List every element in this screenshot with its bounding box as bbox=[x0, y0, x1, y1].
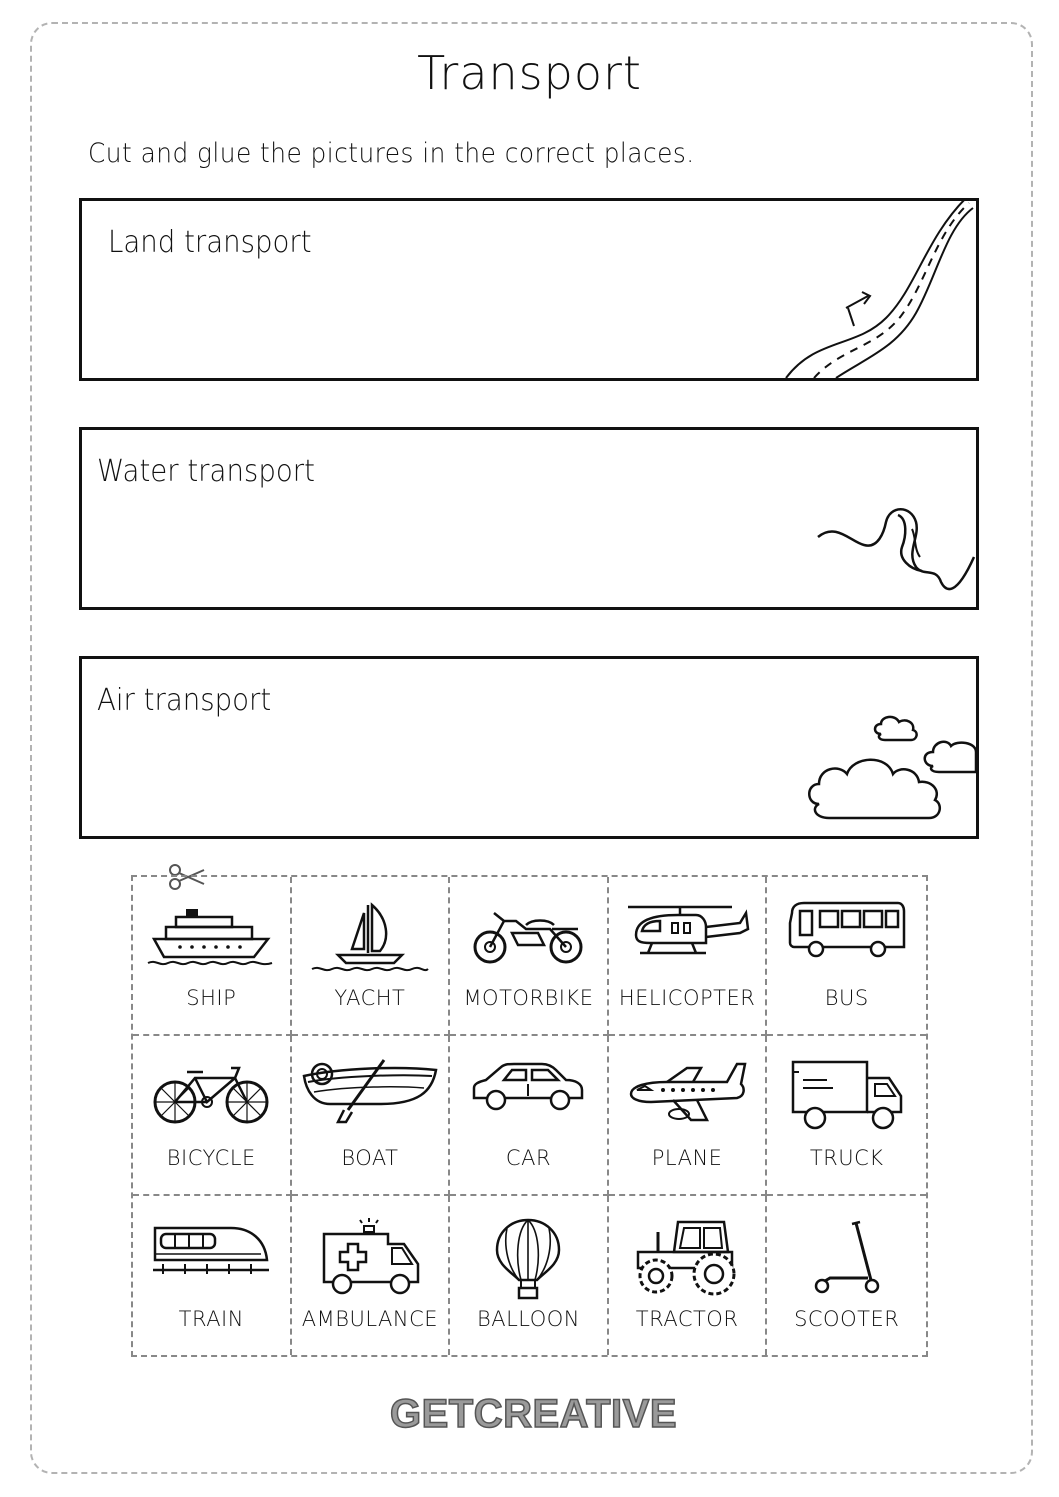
instruction-text: Cut and glue the pictures in the correct places. bbox=[88, 138, 695, 169]
page-title: Transport bbox=[417, 46, 642, 100]
card-label: MOTORBIKE bbox=[463, 986, 594, 1011]
card-label: SHIP bbox=[186, 986, 237, 1011]
tractor-icon bbox=[632, 1218, 742, 1296]
bicycle-icon bbox=[151, 1058, 271, 1128]
card-boat[interactable] bbox=[292, 1036, 451, 1195]
card-motorbike[interactable] bbox=[450, 877, 609, 1036]
card-label: BUS bbox=[824, 986, 869, 1011]
card-label: BOAT bbox=[341, 1145, 399, 1170]
land-transport-box[interactable] bbox=[79, 198, 979, 381]
scooter-icon bbox=[810, 1218, 884, 1298]
motorbike-icon bbox=[468, 899, 588, 969]
card-label: YACHT bbox=[334, 986, 406, 1011]
getcreative-logo: GETCREATIVE bbox=[390, 1392, 678, 1436]
card-label: HELICOPTER bbox=[618, 986, 756, 1011]
card-label: TRACTOR bbox=[635, 1306, 739, 1331]
card-ambulance[interactable] bbox=[292, 1196, 451, 1355]
card-ship[interactable] bbox=[133, 877, 292, 1036]
card-balloon[interactable] bbox=[450, 1196, 609, 1355]
ship-icon bbox=[146, 899, 276, 969]
card-train[interactable] bbox=[133, 1196, 292, 1355]
train-icon bbox=[151, 1218, 271, 1284]
clouds-icon bbox=[801, 686, 976, 836]
card-car[interactable] bbox=[450, 1036, 609, 1195]
card-yacht[interactable] bbox=[292, 877, 451, 1036]
wave-icon bbox=[806, 497, 976, 607]
card-tractor[interactable] bbox=[609, 1196, 768, 1355]
category-label: Air transport bbox=[97, 683, 272, 718]
category-label: Water transport bbox=[97, 454, 315, 489]
bus-icon bbox=[786, 899, 908, 965]
card-label: SCOOTER bbox=[794, 1306, 900, 1331]
category-label: Land transport bbox=[108, 225, 312, 260]
yacht-icon bbox=[310, 899, 430, 973]
balloon-icon bbox=[493, 1218, 563, 1300]
truck-icon bbox=[787, 1058, 907, 1134]
plane-icon bbox=[627, 1058, 747, 1128]
card-label: TRUCK bbox=[809, 1145, 884, 1170]
car-icon bbox=[468, 1058, 588, 1118]
card-bicycle[interactable] bbox=[133, 1036, 292, 1195]
card-helicopter[interactable] bbox=[609, 877, 768, 1036]
card-label: BICYCLE bbox=[166, 1145, 256, 1170]
card-scooter[interactable] bbox=[767, 1196, 926, 1355]
card-label: AMBULANCE bbox=[301, 1306, 439, 1331]
card-bus[interactable] bbox=[767, 877, 926, 1036]
card-truck[interactable] bbox=[767, 1036, 926, 1195]
ambulance-icon bbox=[318, 1218, 422, 1298]
card-plane[interactable] bbox=[609, 1036, 768, 1195]
road-icon bbox=[776, 198, 976, 378]
boat-icon bbox=[300, 1058, 440, 1128]
card-label: CAR bbox=[505, 1145, 552, 1170]
helicopter-icon bbox=[622, 899, 752, 965]
air-transport-box[interactable] bbox=[79, 656, 979, 839]
card-label: BALLOON bbox=[476, 1306, 581, 1331]
card-label: TRAIN bbox=[178, 1306, 244, 1331]
water-transport-box[interactable] bbox=[79, 427, 979, 610]
cutout-grid bbox=[131, 875, 928, 1357]
card-label: PLANE bbox=[651, 1145, 723, 1170]
